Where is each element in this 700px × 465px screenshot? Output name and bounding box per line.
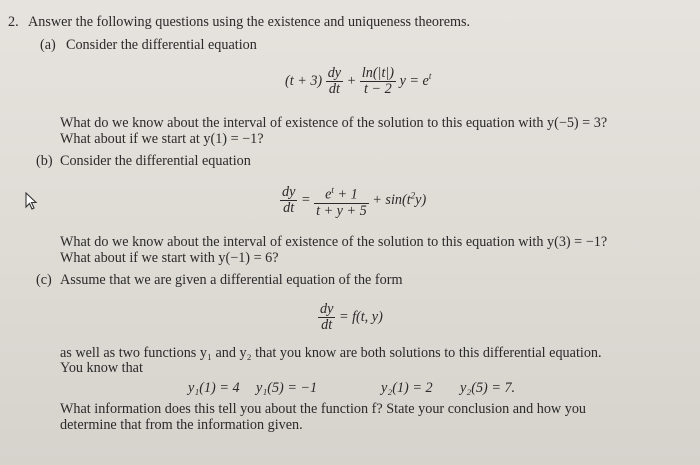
part-a-equation [285, 66, 431, 97]
eq-c-rhs: = f(t, y) [338, 308, 383, 325]
part-b-question-2: What about if we start with y(−1) = 6? [60, 250, 279, 266]
problem-intro: Answer the following questions using the existence and uniqueness theorems. [28, 14, 471, 30]
part-b-label: (b) [36, 153, 53, 169]
eq-b-tail-sup: 2 [410, 190, 416, 201]
part-a-label: (a) [40, 37, 56, 53]
eq-c-den: dt [321, 317, 333, 333]
eq-b-frac-num-a: e [325, 186, 332, 203]
eq-a-plus: + [346, 72, 357, 89]
eq-b-tail-end: y) [415, 192, 427, 209]
eq-c-num: dy [320, 301, 334, 317]
eq-a-frac2-num: ln(|t|) [361, 65, 395, 81]
eq-a-frac2-den: t − 2 [364, 81, 392, 97]
part-a-question-1: What do we know about the interval of existence of the solution to this equation with y(−5) = 3? [60, 115, 608, 131]
condition-y2-at-1: y₂(1) = 2 [381, 380, 433, 396]
eq-a-fraction-log [360, 66, 396, 97]
eq-a-sup: t [428, 71, 432, 82]
part-a-question-2: What about if we start at y(1) = −1? [60, 131, 264, 147]
part-c-question-2: determine that from the information given. [60, 417, 303, 433]
eq-b-frac-den: t + y + 5 [316, 202, 367, 219]
condition-y1-at-1: y₁(1) = 4 [188, 380, 240, 396]
condition-y2-at-5: y₂(5) = 7. [460, 380, 516, 396]
part-b-equation [280, 183, 426, 219]
part-c-equation [318, 302, 383, 333]
eq-b-equals: = [300, 192, 311, 209]
part-c-paragraph-1: as well as two functions y₁ and y₂ that you know are both solutions to this differential equation. [60, 345, 602, 361]
eq-b-lhs-num: dy [282, 184, 296, 201]
part-c-paragraph-2: You know that [60, 360, 143, 376]
eq-b-lhs [280, 185, 297, 216]
condition-y1-at-5: y₁(5) = −1 [256, 380, 318, 396]
eq-a-prefix: (t + 3) [285, 72, 323, 89]
eq-c-lhs [318, 302, 335, 333]
eq-b-frac-num-b: + 1 [333, 186, 358, 203]
eq-b-fraction [314, 183, 369, 219]
eq-a-frac1-num: dy [327, 65, 342, 81]
part-a-lead: Consider the differential equation [66, 37, 257, 53]
part-b-lead: Consider the differential equation [60, 153, 251, 169]
eq-a-suffix: y = e [399, 72, 429, 89]
eq-a-frac1-den: dt [328, 81, 340, 97]
eq-b-frac-num [314, 183, 369, 204]
eq-a-fraction-dydt [326, 66, 343, 97]
part-b-question-1: What do we know about the interval of existence of the solution to this equation with y(3) = −1? [60, 234, 608, 250]
eq-b-lhs-den: dt [283, 200, 295, 217]
eq-b-frac-num-sup: t [331, 185, 334, 195]
problem-number: 2. [8, 14, 19, 30]
part-c-question-1: What information does this tell you about the function f? State your conclusion and how you [60, 401, 587, 417]
part-c-lead: Assume that we are given a differential equation of the form [60, 272, 403, 288]
mouse-cursor-icon [24, 192, 38, 210]
eq-b-tail: + sin(t [372, 192, 411, 209]
part-c-label: (c) [36, 272, 52, 288]
